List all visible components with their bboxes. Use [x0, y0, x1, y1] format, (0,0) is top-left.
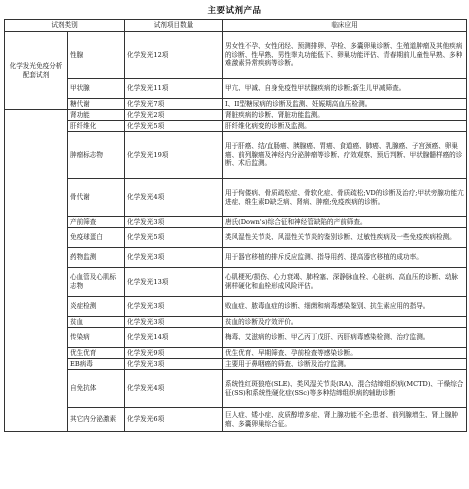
- item-name-cell: 骨代谢: [68, 179, 125, 217]
- clinical-application-cell: 用于佝偻病、骨质疏松症、骨软化症、骨质疏松;VD的诊断及治疗;甲状旁腺功能亢进症、维生素D缺乏病、肾病、肿瘤;免疫疾病的诊断。: [223, 179, 467, 217]
- item-name-cell: 肿瘤标志物: [68, 132, 125, 179]
- item-count-cell: 化学发光4项: [125, 179, 223, 217]
- clinical-application-cell: 肝纤维化病变的诊断及监测。: [223, 121, 467, 132]
- table-row: [5, 268, 467, 297]
- table-row: [5, 228, 467, 248]
- header-count: 试剂项目数量: [125, 20, 223, 32]
- item-count-cell: 化学发光3项: [125, 248, 223, 268]
- clinical-application-cell: 系统性红斑狼疮(SLE)、类风湿关节炎(RA)、混合结缔组织病(MCTD)、干燥综合征(SS)和系统性硬化症(SSc)等多种结缔组织病的辅助诊断: [223, 370, 467, 408]
- item-count-cell: 化学发光13项: [125, 268, 223, 297]
- item-count-cell: 化学发光5项: [125, 228, 223, 248]
- table-row: [5, 121, 467, 132]
- table-title: 主要试剂产品: [207, 6, 262, 16]
- clinical-application-cell: 梅毒、艾滋病的诊断、甲乙丙丁戊肝、丙肝病毒感染检测、治疗监测。: [223, 328, 467, 348]
- table-row: [5, 348, 467, 359]
- table-row: [5, 248, 467, 268]
- table-row: [5, 110, 467, 121]
- category-cell: [5, 110, 68, 432]
- item-count-cell: 化学发光9项: [125, 348, 223, 359]
- item-count-cell: 化学发光2项: [125, 110, 223, 121]
- table-row: [5, 317, 467, 328]
- item-name-cell: 糖代谢: [68, 99, 125, 110]
- header-application: 临床应用: [223, 20, 467, 32]
- clinical-application-cell: 男女性不孕、女性闭经、预测排卵、孕检、多囊卵巢诊断、生殖道肿瘤及其他疾病的诊断、性早熟、男性睾丸功能低下、卵巢功能评估、青春期前儿童性早熟、多种难激素异常疾病等诊断。: [223, 32, 467, 79]
- item-name-cell: 优生优育: [68, 348, 125, 359]
- table-row: [5, 99, 467, 110]
- header-category: 试剂类别: [5, 20, 125, 32]
- item-name-cell: 贫血: [68, 317, 125, 328]
- item-count-cell: 化学发光3项: [125, 297, 223, 317]
- table-row: [5, 359, 467, 370]
- clinical-application-cell: I、II型糖尿病的诊断及监测、妊娠期高血压检测。: [223, 99, 467, 110]
- item-name-cell: 肝纤维化: [68, 121, 125, 132]
- clinical-application-cell: 优生优育、早期筛查、孕前检查等感染诊断。: [223, 348, 467, 359]
- clinical-application-cell: 败血症、脓毒血症的诊断、细菌和病毒感染鉴别、抗生素应用的指导。: [223, 297, 467, 317]
- clinical-application-cell: 用于器官移植的排斥反应监测、指导用药、提高器官移植的成功率。: [223, 248, 467, 268]
- item-count-cell: 化学发光14项: [125, 328, 223, 348]
- table-row: [5, 408, 467, 432]
- item-count-cell: 化学发光19项: [125, 132, 223, 179]
- table-body: [5, 32, 467, 432]
- table-row: [5, 297, 467, 317]
- item-name-cell: 炎症检测: [68, 297, 125, 317]
- clinical-application-cell: 肾脏疾病的诊断、肾脏功能监测。: [223, 110, 467, 121]
- item-name-cell: 药物监测: [68, 248, 125, 268]
- clinical-application-cell: 主要用于鼻咽癌的筛查、诊断及治疗监测。: [223, 359, 467, 370]
- reagent-products-table: [4, 19, 467, 432]
- item-name-cell: 自免抗体: [68, 370, 125, 408]
- table-row: [5, 217, 467, 228]
- item-count-cell: 化学发光4项: [125, 370, 223, 408]
- table-row: [5, 179, 467, 217]
- item-name-cell: 免疫球蛋白: [68, 228, 125, 248]
- item-count-cell: 化学发光3项: [125, 317, 223, 328]
- item-name-cell: 其它内分泌激素: [68, 408, 125, 432]
- item-name-cell: 产前筛查: [68, 217, 125, 228]
- item-count-cell: 化学发光3项: [125, 217, 223, 228]
- item-count-cell: 化学发光3项: [125, 359, 223, 370]
- clinical-application-cell: 贫血的诊断及疗效评价。: [223, 317, 467, 328]
- clinical-application-cell: 巨人症、矮小症、皮质醇增多症、肾上腺功能不全;患者、前列腺增生、肾上腺肿瘤、多囊卵巢综合征。: [223, 408, 467, 432]
- item-count-cell: 化学发光5项: [125, 121, 223, 132]
- item-name-cell: 肾功能: [68, 110, 125, 121]
- table-row: [5, 132, 467, 179]
- item-count-cell: 化学发光6项: [125, 408, 223, 432]
- clinical-application-cell: 用于肝癌、结/直肠癌、胰腺癌、胃癌、食道癌、肺癌、乳腺癌、子宫颈癌、卵巢癌、前列腺癌及神经内分泌肿瘤等诊断、疗效观察、预后判断、甲状腺髓样癌的诊断、术后监测。: [223, 132, 467, 179]
- item-count-cell: 化学发光11项: [125, 79, 223, 99]
- table-row: [5, 32, 467, 79]
- item-name-cell: 传染病: [68, 328, 125, 348]
- header-row: [5, 20, 467, 32]
- item-name-cell: 心血管及心肌标志物: [68, 268, 125, 297]
- item-name-cell: 甲状腺: [68, 79, 125, 99]
- clinical-application-cell: 类风湿性关节炎、风湿性关节炎的鉴别诊断、过敏性疾病及一些免疫疾病检测。: [223, 228, 467, 248]
- item-name-cell: EB病毒: [68, 359, 125, 370]
- clinical-application-cell: 唐氏(Down's)综合征和神经管缺陷的产前筛查。: [223, 217, 467, 228]
- category-cell: 化学发光免疫分析配套试剂: [5, 32, 68, 110]
- item-count-cell: 化学发光12项: [125, 32, 223, 79]
- item-name-cell: 性腺: [68, 32, 125, 79]
- table-row: [5, 370, 467, 408]
- table-row: [5, 79, 467, 99]
- clinical-application-cell: 甲亢、甲减、自身免疫性甲状腺疾病的诊断;新生儿甲减筛查。: [223, 79, 467, 99]
- clinical-application-cell: 心肌梗死/损伤、心力衰竭、肺栓塞、深静脉血栓、心脏病、高血压的诊断、动脉粥样硬化和血栓形成风险评估。: [223, 268, 467, 297]
- item-count-cell: 化学发光7项: [125, 99, 223, 110]
- table-row: [5, 328, 467, 348]
